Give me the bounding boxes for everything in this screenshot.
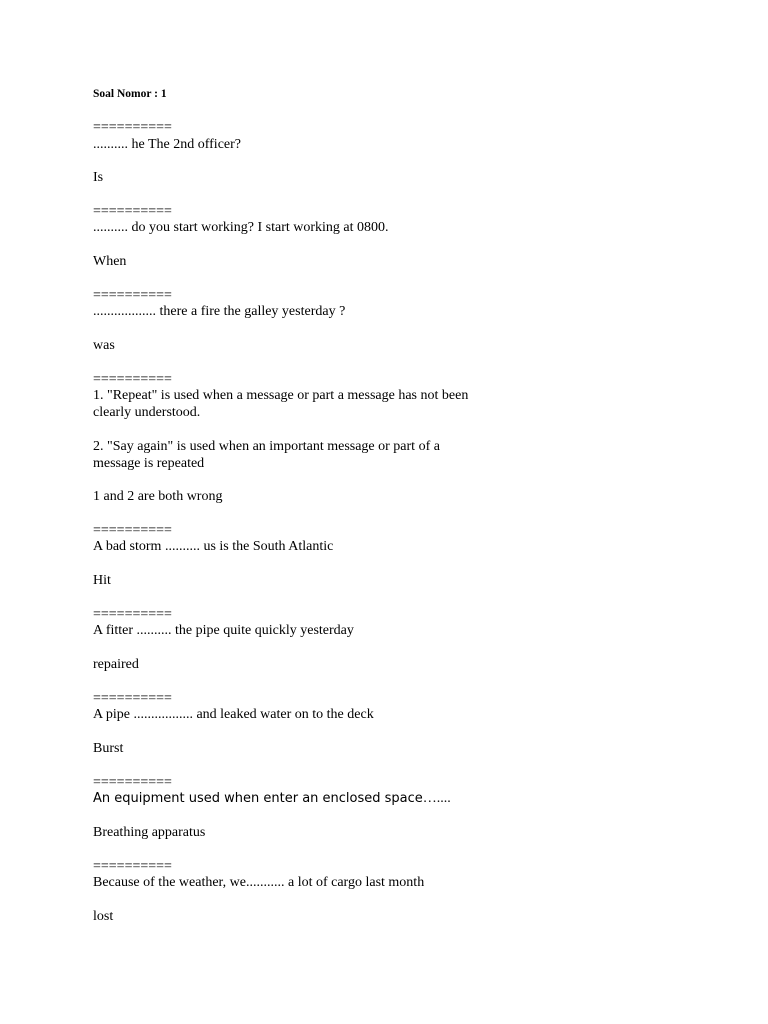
answer-text: When (93, 254, 127, 269)
question-text: 1. "Repeat" is used when a message or part a message has not been (93, 388, 469, 403)
question-text-dots: ….... (422, 791, 451, 806)
separator: ========== (93, 859, 172, 874)
question-text (93, 790, 451, 807)
answer-text: 1 and 2 are both wrong (93, 489, 223, 504)
separator: ========== (93, 775, 172, 790)
separator: ========== (93, 204, 172, 219)
answer-text: was (93, 338, 115, 353)
answer-text: Burst (93, 741, 124, 756)
question-text: 2. "Say again" is used when an important message or part of a (93, 439, 440, 454)
question-text: A pipe ................. and leaked water on to the deck (93, 707, 374, 722)
answer-text: Is (93, 170, 104, 185)
answer-text: Breathing apparatus (93, 825, 206, 840)
question-text-main: An equipment used when enter an enclosed space (93, 791, 423, 806)
answer-text: repaired (93, 657, 139, 672)
separator: ========== (93, 607, 172, 622)
question-text: message is repeated (93, 456, 205, 471)
question-text: .......... do you start working? I start working at 0800. (93, 220, 389, 235)
separator: ========== (93, 288, 172, 303)
answer-text: Hit (93, 573, 111, 588)
separator: ========== (93, 372, 172, 387)
question-text: A fitter .......... the pipe quite quickly yesterday (93, 623, 354, 638)
question-text: .................. there a fire the galley yesterday ? (93, 304, 346, 319)
separator: ========== (93, 120, 172, 135)
question-text: clearly understood. (93, 405, 201, 420)
question-text: .......... he The 2nd officer? (93, 137, 241, 152)
answer-text: lost (93, 909, 114, 924)
page-heading: Soal Nomor : 1 (93, 88, 167, 100)
separator: ========== (93, 691, 172, 706)
question-text: Because of the weather, we........... a lot of cargo last month (93, 875, 425, 890)
question-text: A bad storm .......... us is the South Atlantic (93, 539, 334, 554)
separator: ========== (93, 523, 172, 538)
